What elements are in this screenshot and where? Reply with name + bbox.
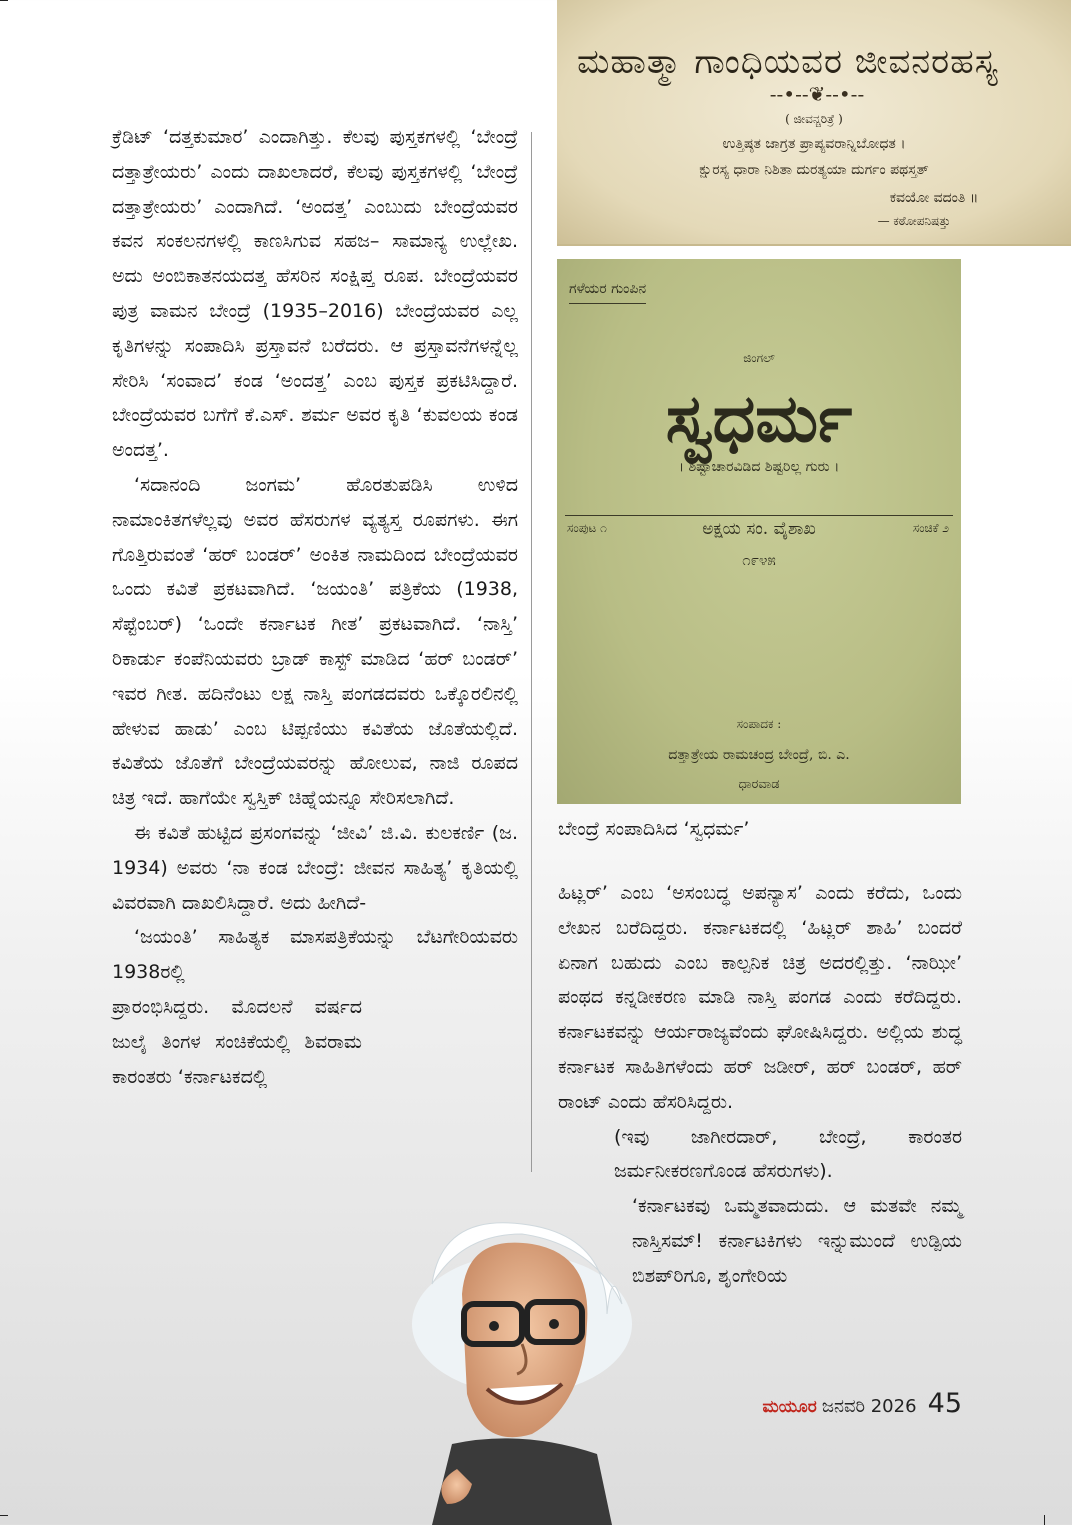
scan-verse-line: ಕ್ಷುರಸ್ಯ ಧಾರಾ ನಿಶಿತಾ ದುರತ್ಯಯಾ ದುರ್ಗಂ ಪಥಸ್ತತ್ xyxy=(699,162,929,178)
cover-motto: । ಶಿಷ್ಟಾಚಾರವಿಡಿದ ಶಿಷ್ಟರಿಲ್ಲ ಗುರು । xyxy=(678,459,840,475)
book-title-scan xyxy=(557,0,1071,246)
cover-issue-number: ಸಂಚಿಕೆ ೨ xyxy=(912,521,949,535)
cover-volume: ಸಂಪುಟ ೧ xyxy=(567,521,607,535)
crop-mark xyxy=(0,1515,8,1516)
issue-date: ಜನವರಿ 2026 xyxy=(821,1396,917,1417)
paragraph: (ಇವು ಜಾಗೀರದಾರ್, ಬೇಂದ್ರೆ, ಕಾರಂತರ ಜರ್ಮನೀಕರಣಗೊಂಡ ಹೆಸರುಗಳು). xyxy=(614,1125,962,1183)
scan-subtitle: ( ಜೀವನ್ಚರಿತ್ರೆ ) xyxy=(785,112,843,126)
cover-top-label: ಗಳೆಯರ ಗುಂಪಿನ xyxy=(569,281,646,304)
paragraph: ಪ್ರಾರಂಭಿಸಿದ್ದರು. ಮೊದಲನೆ ವರ್ಷದ ಜುಲೈ ತಿಂಗಳ ಸಂಚಿಕೆಯಲ್ಲಿ ಶಿವರಾಮ ಕಾರಂತರು ‘ಕರ್ನಾಟಕದಲ್ಲಿ xyxy=(112,995,362,1088)
left-column xyxy=(112,120,518,1094)
cover-editor-name: ದತ್ತಾತ್ರೇಯ ರಾಮಚಂದ್ರ ಬೇಂದ್ರೆ, ಬಿ. ಎ. xyxy=(668,747,850,763)
cover-pre-title: ಜಿಂಗಲ್ xyxy=(743,351,775,365)
cover-divider xyxy=(565,515,953,516)
scan-ornament: --•--❦--•-- xyxy=(769,82,865,106)
cover-date: ಅಕ್ಷಯ ಸಂ. ವೈಶಾಖ xyxy=(702,519,816,539)
cover-editor-label: ಸಂಪಾದಕ : xyxy=(736,717,782,731)
crop-mark xyxy=(0,0,8,1)
caricature-illustration xyxy=(372,1204,632,1525)
scan-source: — ಕಠೋಪನಿಷತ್ತು xyxy=(877,214,951,228)
scan-verse-line: ಉತ್ತಿಷ್ಠತ ಜಾಗ್ರತ ಪ್ರಾಪ್ಯವರಾನ್ನಿಬೋಧತ । xyxy=(722,136,906,152)
cover-title: ಸ್ವಧರ್ಮ xyxy=(665,379,853,457)
cover-place: ಧಾರವಾಡ xyxy=(738,777,780,792)
scan-verse-line: ಕವಯೋ ವದಂತಿ ॥ xyxy=(889,190,979,206)
magazine-name: ಮಯೂರ xyxy=(762,1397,817,1417)
page-footer xyxy=(763,1388,962,1419)
paragraph: ಹಿಟ್ಲರ್’ ಎಂಬ ‘ಅಸಂಬದ್ಧ ಅಪನ್ಯಾಸ’ ಎಂದು ಕರೆದು, ಒಂದು ಲೇಖನ ಬರೆದಿದ್ದರು. ಕರ್ನಾಟಕದಲ್ಲಿ ‘ಹಿಟ್ಲರ್ ಶಾಹಿ’ ಬಂದರೆ ಏನಾಗ ಬಹುದು ಎಂಬ ಕಾಲ್ಪನಿಕ ಚಿತ್ರ ಅದರಲ್ಲಿತ್ತು. ‘ನಾಝೀ’ ಪಂಥದ ಕನ್ನಡೀಕರಣ ಮಾಡಿ ನಾಸ್ತಿ ಪಂಗಡ ಎಂದು ಕರೆದಿದ್ದರು. ಕರ್ನಾಟಕವನ್ನು ಆರ್ಯರಾಜ್ಯವೆಂದು ಘೋಷಿಸಿದ್ದರು. ಅಲ್ಲಿಯ ಶುದ್ಧ ಕರ್ನಾಟಕ ಸಾಹಿತಿಗಳೆಂದು ಹರ್ ಜಡೀರ್, ಹರ್ ಬಂಡರ್, ಹರ್ ರಾಂಟ್ ಎಂದು ಹೆಸರಿಸಿದ್ದರು. xyxy=(558,882,962,1113)
paragraph: ಈ ಕವಿತೆ ಹುಟ್ಟಿದ ಪ್ರಸಂಗವನ್ನು ‘ಜೀವಿ’ ಜಿ.ವಿ. ಕುಲಕರ್ಣಿ (ಜ. 1934) ಅವರು ‘ನಾ ಕಂಡ ಬೇಂದ್ರೆ: ಜೀವನ ಸಾಹಿತ್ಯ’ ಕೃತಿಯಲ್ಲಿ ವಿವರವಾಗಿ ದಾಖಲಿಸಿದ್ದಾರೆ. ಅದು ಹೀಗಿದೆ- xyxy=(112,821,518,914)
scan-title: ಮಹಾತ್ಮಾ ಗಾಂಧಿಯವರ ಜೀವನರಹಸ್ಯ xyxy=(577,42,999,82)
paragraph: ಕ್ರೆಡಿಟ್ ‘ದತ್ತಕುಮಾರ’ ಎಂದಾಗಿತ್ತು. ಕೆಲವು ಪುಸ್ತಕಗಳಲ್ಲಿ ‘ಬೇಂದ್ರೆ ದತ್ತಾತ್ರೇಯರು’ ಎಂದು ದಾಖಲಾದರೆ, ಕೆಲವು ಪುಸ್ತಕಗಳಲ್ಲಿ ‘ಬೇಂದ್ರೆ ದತ್ತಾತ್ರೇಯರು’ ಎಂದಾಗಿದೆ. ‘ಅಂದತ್ತ’ ಎಂಬುದು ಬೇಂದ್ರೆಯವರ ಕವನ ಸಂಕಲನಗಳಲ್ಲಿ ಕಾಣಸಿಗುವ ಸಹಜ– ಸಾಮಾನ್ಯ ಉಲ್ಲೇಖ. ಅದು ಅಂಬಿಕಾತನಯದತ್ತ ಹೆಸರಿನ ಸಂಕ್ಷಿಪ್ತ ರೂಪ. ಬೇಂದ್ರೆಯವರ ಪುತ್ರ ವಾಮನ ಬೇಂದ್ರೆ (1935–2016) ಬೇಂದ್ರೆಯವರ ಎಲ್ಲ ಕೃತಿಗಳನ್ನು ಸಂಪಾದಿಸಿ ಪ್ರಸ್ತಾವನೆ ಬರೆದರು. ಆ ಪ್ರಸ್ತಾವನೆಗಳನ್ನೆಲ್ಲ ಸೇರಿಸಿ ‘ಸಂವಾದ’ ಕಂಡ ‘ಅಂದತ್ತ’ ಎಂಬ ಪುಸ್ತಕ ಪ್ರಕಟಿಸಿದ್ದಾರೆ. ಬೇಂದ್ರೆಯವರ ಬಗೆಗೆ ಕೆ.ಎಸ್. ಶರ್ಮ ಅವರ ಕೃತಿ ‘ಕುವಲಯ ಕಂಡ ಅಂದತ್ತ’. xyxy=(112,126,518,462)
crop-mark xyxy=(1044,1515,1045,1525)
swadharma-cover-scan xyxy=(557,259,961,804)
cover-year: ೧೯೪೫ xyxy=(742,551,776,569)
paragraph: ‘ಜಯಂತಿ’ ಸಾಹಿತ್ಯಕ ಮಾಸಪತ್ರಿಕೆಯನ್ನು ಬೆಟಗೇರಿಯವರು 1938ರಲ್ಲಿ xyxy=(112,926,518,984)
column-divider xyxy=(531,132,532,1172)
paragraph: ‘ಸದಾನಂದಿ ಜಂಗಮ’ ಹೊರತುಪಡಿಸಿ ಉಳಿದ ನಾಮಾಂಕಿತಗಳೆಲ್ಲವು ಅವರ ಹೆಸರುಗಳ ವ್ಯತ್ಯಸ್ತ ರೂಪಗಳು. ಈಗ ಗೊತ್ತಿರುವಂತೆ ‘ಹರ್ ಬಂಡರ್’ ಅಂಕಿತ ನಾಮದಿಂದ ಬೇಂದ್ರೆಯವರ ಒಂದು ಕವಿತೆ ಪ್ರಕಟವಾಗಿದೆ. ‘ಜಯಂತಿ’ ಪತ್ರಿಕೆಯ (1938, ಸೆಪ್ಟೆಂಬರ್) ‘ಒಂದೇ ಕರ್ನಾಟಕ ಗೀತ’ ಪ್ರಕಟವಾಗಿದೆ. ‘ನಾಸ್ತಿ’ ರಿಕಾರ್ಡು ಕಂಪೆನಿಯವರು ಬ್ರಾಡ್ ಕಾಸ್ಟ್ ಮಾಡಿದ ‘ಹರ್ ಬಂಡರ್’ ಇವರ ಗೀತ. ಹದಿನೆಂಟು ಲಕ್ಷ ನಾಸ್ತಿ ಪಂಗಡದವರು ಒಕ್ಕೊರಲಿನಲ್ಲಿ ಹೇಳುವ ಹಾಡು’ ಎಂಬ ಟಿಪ್ಪಣಿಯು ಕವಿತೆಯ ಜೊತೆಯಲ್ಲಿದೆ. ಕವಿತೆಯ ಜೊತೆಗೆ ಬೇಂದ್ರೆಯವರನ್ನು ಹೋಲುವ, ನಾಜಿ ರೂಪದ ಚಿತ್ರ ಇದೆ. ಹಾಗೆಯೇ ಸ್ವಸ್ತಿಕ್ ಚಿಹ್ನೆಯನ್ನೂ ಸೇರಿಸಲಾಗಿದೆ. xyxy=(112,473,518,810)
paragraph: ‘ಕರ್ನಾಟಕವು ಒಮ್ಮತವಾದುದು. ಆ ಮತವೇ ನಮ್ಮ ನಾಸ್ತಿಸಮ್! ಕರ್ನಾಟಕಿಗಳು ಇನ್ನುಮುಂದೆ ಉಡ್ಪಿಯ ಬಿಶಪ್‌ರಿಗೂ, ಶೃಂಗೇರಿಯ xyxy=(632,1195,962,1287)
image-caption: ಬೇಂದ್ರೆ ಸಂಪಾದಿಸಿದ ‘ಸ್ವಧರ್ಮ’ xyxy=(558,818,750,840)
page-number: 45 xyxy=(927,1388,962,1419)
